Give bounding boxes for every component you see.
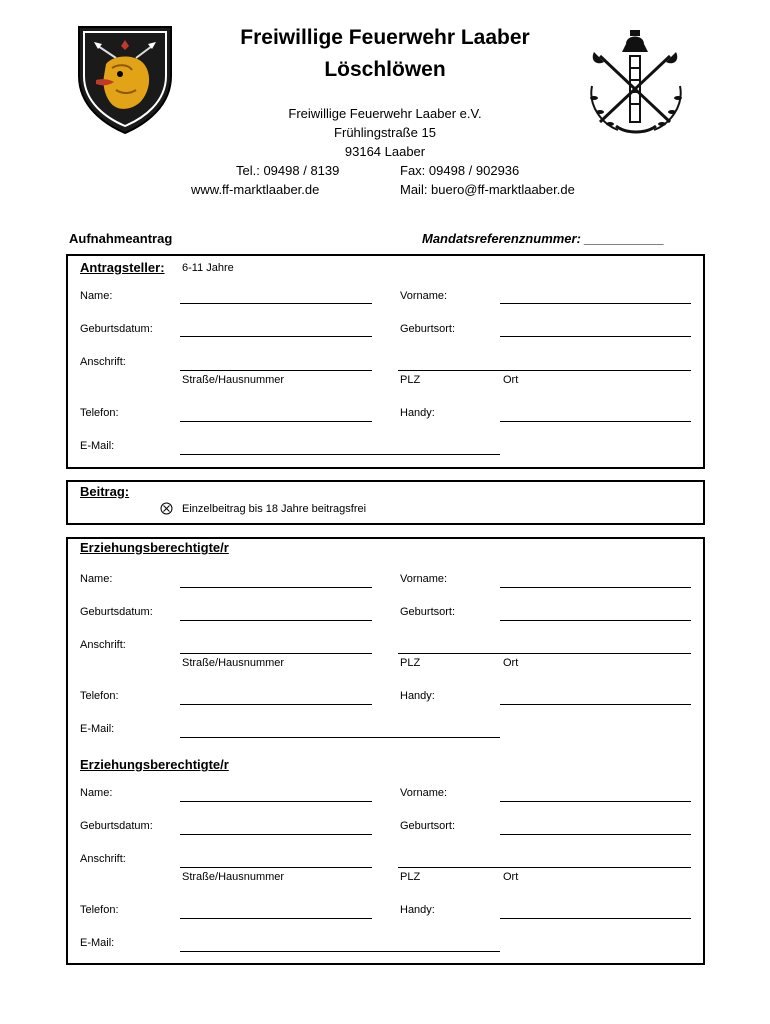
- guardian2-heading: Erziehungsberechtigte/r: [80, 757, 229, 772]
- guardian2-name-label: Name:: [80, 787, 113, 799]
- guardian2-street-field[interactable]: [180, 867, 372, 868]
- title-line2: Löschlöwen: [324, 58, 446, 81]
- guardian1-birthdate-label: Geburtsdatum:: [80, 606, 153, 618]
- applicant-vorname-field[interactable]: [500, 303, 691, 304]
- circle-x-icon[interactable]: [160, 502, 173, 515]
- applicant-name-label: Name:: [80, 290, 113, 302]
- applicant-mobile-label: Handy:: [400, 407, 435, 419]
- guardian2-birthdate-label: Geburtsdatum:: [80, 820, 153, 832]
- guardian1-name-label: Name:: [80, 573, 113, 585]
- guardian1-street-hint: Straße/Hausnummer: [182, 657, 285, 669]
- guardian2-zip-city-field[interactable]: [398, 867, 691, 868]
- applicant-street-field[interactable]: [180, 370, 372, 371]
- guardian2-mobile-label: Handy:: [400, 904, 435, 916]
- age-group: 6-11 Jahre: [182, 262, 234, 274]
- guardian2-birthplace-field[interactable]: [500, 834, 691, 835]
- org-mail[interactable]: Mail: buero@ff-marktlaaber.de: [400, 182, 575, 197]
- guardian2-address-label: Anschrift:: [80, 853, 126, 865]
- guardian1-zip-hint: PLZ: [400, 657, 421, 669]
- guardian2-city-hint: Ort: [503, 871, 519, 883]
- guardian2-name-field[interactable]: [180, 801, 372, 802]
- guardian1-address-label: Anschrift:: [80, 639, 126, 651]
- applicant-name-field[interactable]: [180, 303, 372, 304]
- title-line1: Freiwillige Feuerwehr Laaber: [240, 26, 530, 49]
- applicant-birthdate-field[interactable]: [180, 336, 372, 337]
- org-street: Frühlingstraße 15: [334, 125, 436, 140]
- applicant-phone-label: Telefon:: [80, 407, 119, 419]
- applicant-zip-city-field[interactable]: [398, 370, 691, 371]
- guardian1-birthdate-field[interactable]: [180, 620, 372, 621]
- applicant-phone-field[interactable]: [180, 421, 372, 422]
- org-city: 93164 Laaber: [344, 144, 426, 159]
- guardian1-phone-label: Telefon:: [80, 690, 119, 702]
- guardian1-email-field[interactable]: [180, 737, 500, 738]
- guardian2-email-field[interactable]: [180, 951, 500, 952]
- guardian2-email-label: E-Mail:: [80, 937, 115, 949]
- fee-option-label: Einzelbeitrag bis 18 Jahre beitragsfrei: [182, 503, 367, 515]
- applicant-zip-hint: PLZ: [400, 374, 421, 386]
- guardian1-name-field[interactable]: [180, 587, 372, 588]
- org-name: Freiwillige Feuerwehr Laaber e.V.: [288, 106, 482, 121]
- applicant-mobile-field[interactable]: [500, 421, 691, 422]
- guardian2-birthplace-label: Geburtsort:: [400, 820, 456, 832]
- guardian1-email-label: E-Mail:: [80, 723, 115, 735]
- guardian2-street-hint: Straße/Hausnummer: [182, 871, 285, 883]
- org-fax: Fax: 09498 / 902936: [400, 163, 520, 178]
- guardian1-phone-field[interactable]: [180, 704, 372, 705]
- guardian2-phone-field[interactable]: [180, 918, 372, 919]
- applicant-birthdate-label: Geburtsdatum:: [80, 323, 153, 335]
- applicant-heading: Antragsteller:: [80, 260, 165, 275]
- applicant-street-hint: Straße/Hausnummer: [182, 374, 285, 386]
- guardian2-mobile-field[interactable]: [500, 918, 691, 919]
- guardian1-vorname-field[interactable]: [500, 587, 691, 588]
- guardian2-vorname-field[interactable]: [500, 801, 691, 802]
- guardian2-zip-hint: PLZ: [400, 871, 421, 883]
- guardian1-birthplace-field[interactable]: [500, 620, 691, 621]
- guardian1-zip-city-field[interactable]: [398, 653, 691, 654]
- applicant-birthplace-label: Geburtsort:: [400, 323, 456, 335]
- guardian1-vorname-label: Vorname:: [400, 573, 448, 585]
- fee-heading: Beitrag:: [80, 484, 130, 499]
- applicant-city-hint: Ort: [503, 374, 519, 386]
- guardian1-mobile-field[interactable]: [500, 704, 691, 705]
- applicant-section: [66, 254, 705, 469]
- applicant-email-field[interactable]: [180, 454, 500, 455]
- applicant-birthplace-field[interactable]: [500, 336, 691, 337]
- guardian2-vorname-label: Vorname:: [400, 787, 448, 799]
- guardian2-birthdate-field[interactable]: [180, 834, 372, 835]
- mandate-reference: Mandatsreferenznummer: ___________: [422, 231, 665, 246]
- guardian1-birthplace-label: Geburtsort:: [400, 606, 456, 618]
- guardians-section: [66, 537, 705, 965]
- guardian1-street-field[interactable]: [180, 653, 372, 654]
- form-title: Aufnahmeantrag: [69, 231, 173, 246]
- applicant-vorname-label: Vorname:: [400, 290, 448, 302]
- guardian1-city-hint: Ort: [503, 657, 519, 669]
- org-web[interactable]: www.ff-marktlaaber.de: [191, 182, 320, 197]
- guardian1-heading: Erziehungsberechtigte/r: [80, 540, 229, 555]
- org-tel: Tel.: 09498 / 8139: [236, 163, 340, 178]
- applicant-address-label: Anschrift:: [80, 356, 126, 368]
- guardian1-mobile-label: Handy:: [400, 690, 435, 702]
- guardian2-phone-label: Telefon:: [80, 904, 119, 916]
- applicant-email-label: E-Mail:: [80, 440, 115, 452]
